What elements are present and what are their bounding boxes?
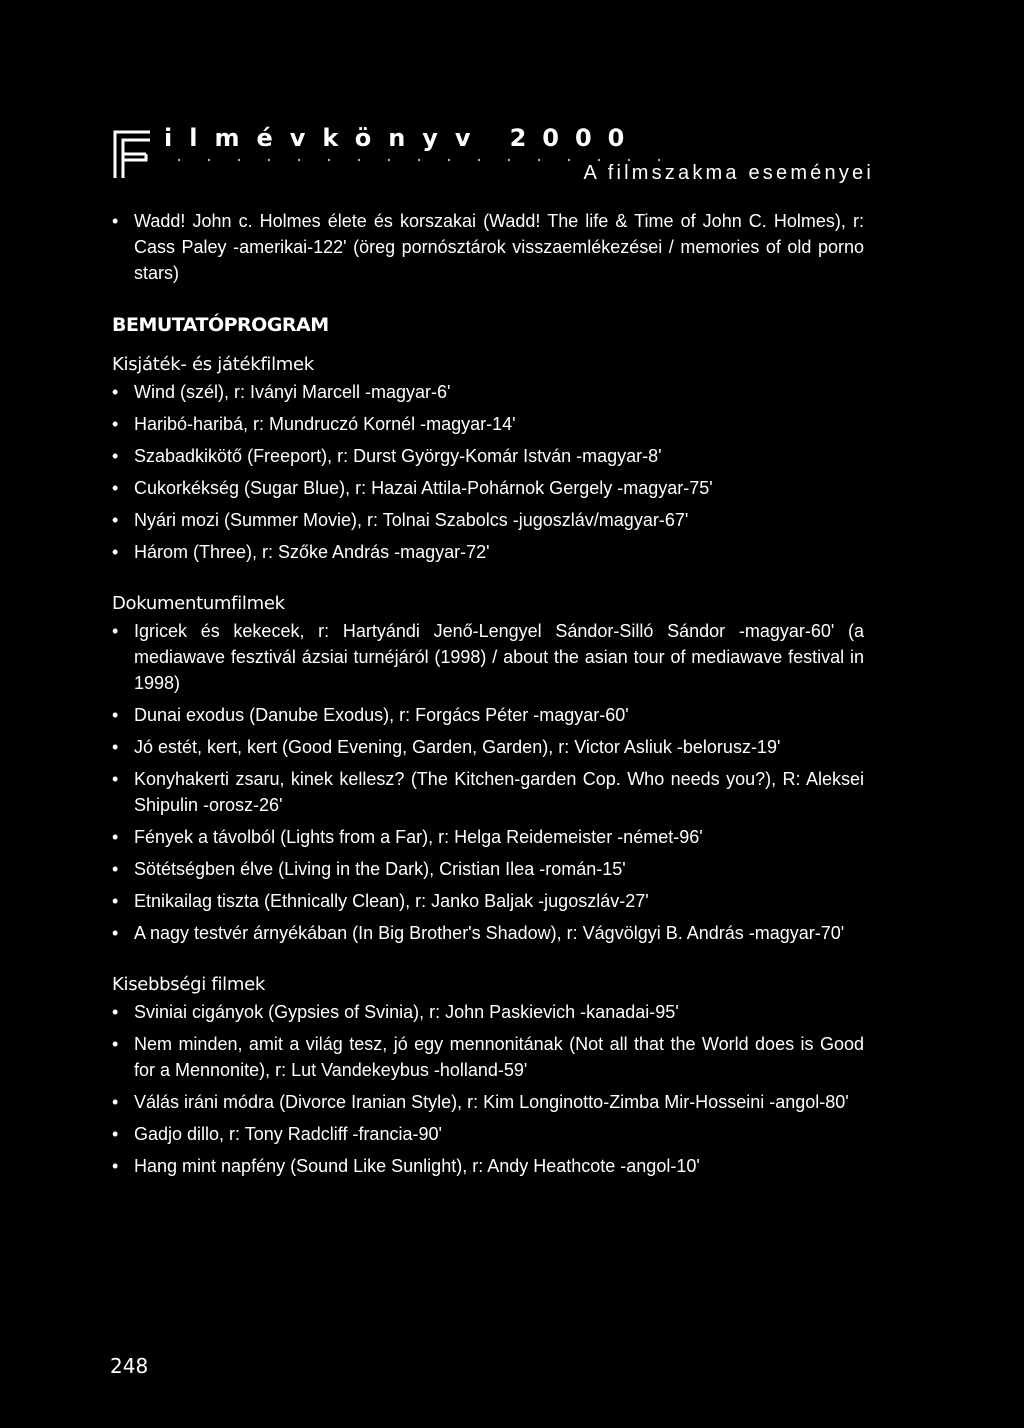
brand-year: 2000 xyxy=(509,124,641,152)
list-item: • Válás iráni módra (Divorce Iranian Style), r: Kim Longinotto-Zimba Mir-Hosseini -angol-80' xyxy=(112,1089,864,1115)
list-item: • Hang mint napfény (Sound Like Sunlight), r: Andy Heathcote -angol-10' xyxy=(112,1153,864,1179)
page-header xyxy=(112,124,872,194)
brand-name: ilmévkönyv xyxy=(164,124,488,152)
list-item: • Jó estét, kert, kert (Good Evening, Garden, Garden), r: Victor Asliuk -belorusz-19' xyxy=(112,734,864,760)
list-item: • Nem minden, amit a világ tesz, jó egy mennonitának (Not all that the World does is Good for a Mennonite), r: Lut Vandekeybus -holland-59' xyxy=(112,1031,864,1083)
list-item: • Gadjo dillo, r: Tony Radcliff -francia-90' xyxy=(112,1121,864,1147)
list-item: • Szabadkikötő (Freeport), r: Durst György-Komár István -magyar-8' xyxy=(112,443,864,469)
page-content xyxy=(112,208,864,1185)
list-item: • Fények a távolból (Lights from a Far), r: Helga Reidemeister -német-96' xyxy=(112,824,864,850)
list-item: • Nyári mozi (Summer Movie), r: Tolnai Szabolcs -jugoszláv/magyar-67' xyxy=(112,507,864,533)
list-item: • Három (Three), r: Szőke András -magyar-72' xyxy=(112,539,864,565)
section-title-minority-films: Kisebbségi filmek xyxy=(112,974,265,995)
intro-list xyxy=(112,208,864,286)
documentaries-list xyxy=(112,618,864,946)
f-logo-icon xyxy=(112,128,152,180)
list-item: • Dunai exodus (Danube Exodus), r: Forgács Péter -magyar-60' xyxy=(112,702,864,728)
list-item: • Wind (szél), r: Iványi Marcell -magyar-6' xyxy=(112,379,864,405)
list-item: • Wadd! John c. Holmes élete és korszakai (Wadd! The life & Time of John C. Holmes), r: Cass Paley -amerikai-122' (öreg pornósztárok visszaemlékezései / memories of old porno stars) xyxy=(112,208,864,286)
list-item: • A nagy testvér árnyékában (In Big Brother's Shadow), r: Vágvölgyi B. András -magyar-70' xyxy=(112,920,864,946)
list-item: • Sviniai cigányok (Gypsies of Svinia), r: John Paskievich -kanadai-95' xyxy=(112,999,864,1025)
list-item: • Etnikailag tiszta (Ethnically Clean), r: Janko Baljak -jugoszláv-27' xyxy=(112,888,864,914)
page-number: 248 xyxy=(110,1354,149,1378)
program-title: BEMUTATÓPROGRAM xyxy=(112,314,329,336)
list-item: • Igricek és kekecek, r: Hartyándi Jenő-Lengyel Sándor-Silló Sándor -magyar-60' (a mediawave fesztivál ázsiai turnéjáról (1998) / about the asian tour of mediawave festival in 1998) xyxy=(112,618,864,696)
list-item: • Konyhakerti zsaru, kinek kellesz? (The Kitchen-garden Cop. Who needs you?), R: Aleksei Shipulin -orosz-26' xyxy=(112,766,864,818)
minority-films-list xyxy=(112,999,864,1179)
yearbook-title xyxy=(164,124,640,152)
feature-films-list xyxy=(112,379,864,565)
list-item: • Sötétségben élve (Living in the Dark), Cristian Ilea -román-15' xyxy=(112,856,864,882)
list-item: • Haribó-haribá, r: Mundruczó Kornél -magyar-14' xyxy=(112,411,864,437)
section-title-documentaries: Dokumentumfilmek xyxy=(112,593,285,614)
header-subtitle: A filmszakma eseményei xyxy=(583,162,874,184)
section-title-feature-films: Kisjáték- és játékfilmek xyxy=(112,354,314,375)
list-item: • Cukorkékség (Sugar Blue), r: Hazai Attila-Pohárnok Gergely -magyar-75' xyxy=(112,475,864,501)
